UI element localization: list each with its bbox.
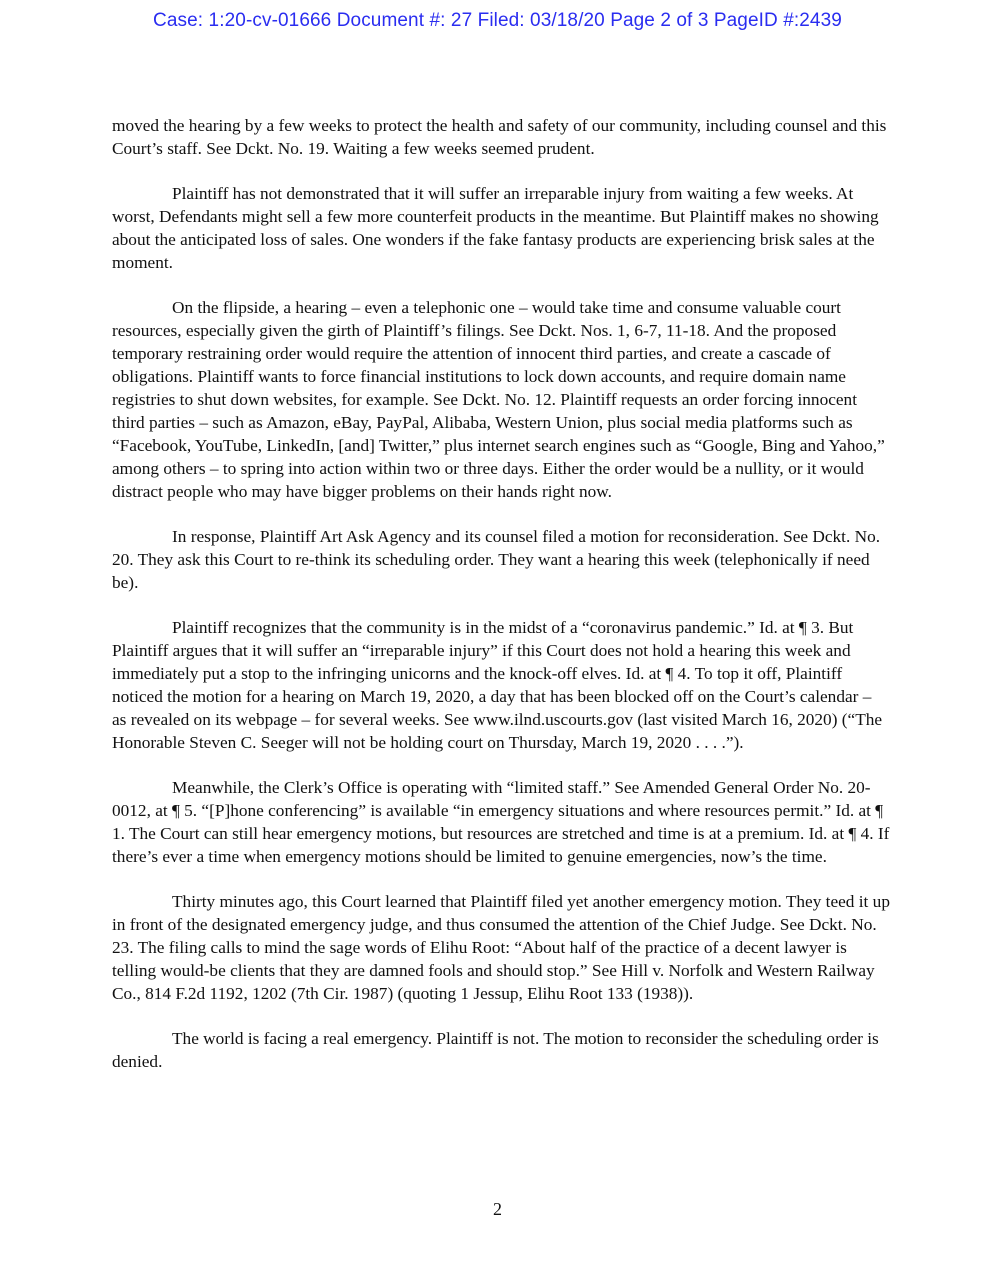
paragraph-3: On the flipside, a hearing – even a telephonic one – would take time and consume valuable court resources, especially given the girth of Plaintiff’s filings. See Dckt. Nos. 1, 6-7, 11-18. And the proposed temporary restraining order would require the attention of innocent third parties, and create a cascade of obligations. Plaintiff wants to force financial institutions to lock down accounts, and require domain name registries to shut down websites, for example. See Dckt. No. 12. Plaintiff requests an order forcing innocent third parties – such as Amazon, eBay, PayPal, Alibaba, Western Union, plus social media platforms such as “Facebook, YouTube, LinkedIn, [and] Twitter,” plus internet search engines such as “Google, Bing and Yahoo,” among others – to spring into action within two or three days. Either the order would be a nullity, or it would distract people who may have bigger problems on their hands right now.: [112, 298, 885, 501]
paragraph-4: In response, Plaintiff Art Ask Agency and its counsel filed a motion for reconsideration. See Dckt. No. 20. They ask this Court to re-think its scheduling order. They want a hearing this week (telephonically if need be).: [112, 527, 881, 592]
paragraph-6: Meanwhile, the Clerk’s Office is operating with “limited staff.” See Amended General Order No. 20-0012, at ¶ 5. “[P]hone conferencing” is available “in emergency situations and where resources permit.” Id. at ¶ 1. The Court can still hear emergency motions, but resources are stretched and time is at a premium. Id. at ¶ 4. If there’s ever a time when emergency motions should be limited to genuine emergencies, now’s the time.: [112, 778, 890, 866]
paragraph-8: The world is facing a real emergency. Plaintiff is not. The motion to reconsider the scheduling order is denied.: [112, 1029, 879, 1071]
page-number: 2: [493, 1199, 502, 1219]
paragraph-5: Plaintiff recognizes that the community is in the midst of a “coronavirus pandemic.” Id. at ¶ 3. But Plaintiff argues that it will suffer an “irreparable injury” if this Court does not hold a hearing this week and immediately put a stop to the infringing unicorns and the knock-off elves. Id. at ¶ 4. To top it off, Plaintiff noticed the motion for a hearing on March 19, 2020, a day that has been blocked off on the Court’s calendar – as revealed on its webpage – for several weeks. See www.ilnd.uscourts.gov (last visited March 16, 2020) (“The Honorable Steven C. Seeger will not be holding court on Thursday, March 19, 2020 . . . .”).: [112, 618, 883, 752]
paragraph-7: Thirty minutes ago, this Court learned that Plaintiff filed yet another emergency motion. They teed it up in front of the designated emergency judge, and thus consumed the attention of the Chief Judge. See Dckt. No. 23. The filing calls to mind the sage words of Elihu Root: “About half of the practice of a decent lawyer is telling would-be clients that they are damned fools and should stop.” See Hill v. Norfolk and Western Railway Co., 814 F.2d 1192, 1202 (7th Cir. 1987) (quoting 1 Jessup, Elihu Root 133 (1938)).: [112, 892, 890, 1003]
paragraph-1: moved the hearing by a few weeks to protect the health and safety of our community, including counsel and this Court’s staff. See Dckt. No. 19. Waiting a few weeks seemed prudent.: [112, 116, 887, 158]
document-body: [112, 114, 890, 1095]
case-header: Case: 1:20-cv-01666 Document #: 27 Filed: 03/18/20 Page 2 of 3 PageID #:2439: [153, 10, 842, 31]
paragraph-2: Plaintiff has not demonstrated that it will suffer an irreparable injury from waiting a few weeks. At worst, Defendants might sell a few more counterfeit products in the meantime. But Plaintiff makes no showing about the anticipated loss of sales. One wonders if the fake fantasy products are experiencing brisk sales at the moment.: [112, 184, 879, 272]
